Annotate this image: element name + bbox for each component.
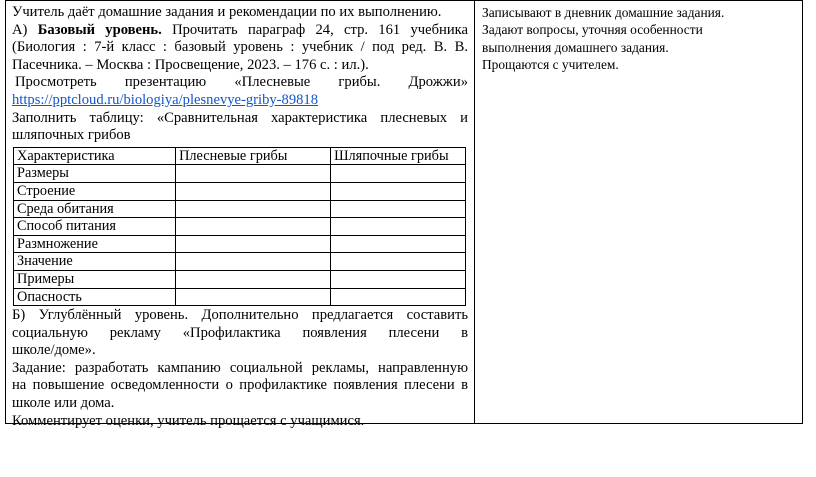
empty-cell — [331, 235, 466, 253]
textbook-reference: (Биология : 7-й класс : базовый уровень : учебник / под ред. В. В. — [12, 39, 468, 56]
table-row — [14, 182, 466, 200]
assignment-line2: на повышение осведомленности о профилактике появления плесени в — [12, 377, 468, 394]
row-label: Размеры — [14, 165, 176, 183]
base-level-line — [12, 22, 468, 40]
base-level-title: Базовый уровень. — [37, 21, 162, 38]
row-label: Строение — [14, 182, 176, 200]
row-label: Значение — [14, 253, 176, 271]
student-line-2: Задают вопросы, уточняя особенности — [482, 22, 703, 38]
table-row — [14, 165, 466, 183]
presentation-link[interactable]: https://pptcloud.ru/biologiya/plesnevye-griby-89818 — [12, 91, 319, 108]
empty-cell — [331, 270, 466, 288]
empty-cell — [331, 165, 466, 183]
assignment-line3: школе или дома. — [12, 395, 115, 412]
row-label: Примеры — [14, 270, 176, 288]
table-header-row — [14, 147, 466, 165]
assignment-line1: Задание: разработать кампанию социальной рекламы, направленную — [12, 359, 468, 376]
empty-cell — [176, 182, 331, 200]
empty-cell — [176, 165, 331, 183]
empty-cell — [176, 218, 331, 236]
comparison-table — [13, 147, 466, 306]
table-row — [14, 288, 466, 306]
table-row — [14, 218, 466, 236]
empty-cell — [176, 235, 331, 253]
student-activity-cell — [475, 1, 802, 423]
table-row — [14, 235, 466, 253]
advanced-level-line3: школе/доме». — [12, 342, 96, 359]
table-task-line1: Заполнить таблицу: «Сравнительная характеристика плесневых и — [12, 109, 468, 126]
base-level-text: Прочитать параграф 24, стр. 161 учебника — [172, 21, 468, 38]
empty-cell — [331, 288, 466, 306]
student-line-1: Записывают в дневник домашние задания. — [482, 5, 725, 20]
table-row — [14, 253, 466, 271]
empty-cell — [331, 253, 466, 271]
empty-cell — [176, 288, 331, 306]
base-level-prefix: А) — [12, 21, 28, 38]
row-label: Размножение — [14, 235, 176, 253]
student-line-4: Прощаются с учителем. — [482, 57, 619, 73]
lesson-table — [5, 0, 803, 429]
header-characteristic: Характеристика — [14, 147, 176, 165]
row-label: Опасность — [14, 288, 176, 306]
intro-text: Учитель даёт домашние задания и рекомендации по их выполнению. — [12, 4, 442, 20]
advanced-level-line2: социальную рекламу «Профилактика появления плесени в — [12, 324, 468, 341]
header-mold-fungi: Плесневые грибы — [176, 147, 331, 165]
empty-cell — [331, 200, 466, 218]
empty-cell — [176, 253, 331, 271]
student-line-3: выполнения домашнего задания. — [482, 39, 669, 55]
table-row — [14, 200, 466, 218]
presentation-text: Просмотреть презентацию «Плесневые грибы. Дрожжи» — [15, 74, 468, 91]
empty-cell — [331, 218, 466, 236]
row-label: Среда обитания — [14, 200, 176, 218]
header-cap-fungi: Шляпочные грибы — [331, 147, 466, 165]
empty-cell — [176, 200, 331, 218]
empty-cell — [176, 270, 331, 288]
teacher-activity-cell — [6, 1, 475, 429]
advanced-level-line1: Б) Углублённый уровень. Дополнительно предлагается составить — [12, 307, 468, 324]
closing-text: Комментирует оценки, учитель прощается с учащимися. — [12, 412, 365, 429]
table-row — [14, 270, 466, 288]
table-task-line2: шляпочных грибов — [12, 127, 131, 144]
empty-cell — [331, 182, 466, 200]
row-label: Способ питания — [14, 218, 176, 236]
textbook-publisher: Пасечника. – Москва : Просвещение, 2023. – 176 с. : ил.). — [12, 56, 369, 73]
